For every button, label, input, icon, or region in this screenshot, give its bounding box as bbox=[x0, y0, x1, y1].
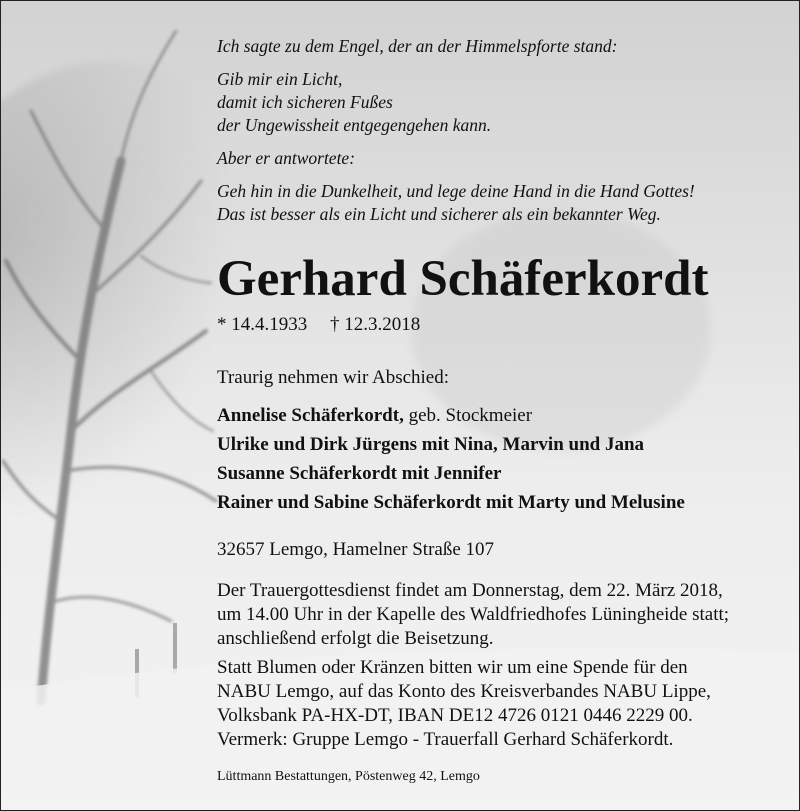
poem-line: der Ungewissheit entgegengehen kann. bbox=[217, 115, 492, 135]
poem bbox=[217, 35, 787, 226]
poem-line: Das ist besser als ein Licht und sicherer als ein bekannter Weg. bbox=[217, 204, 661, 224]
poem-line: damit ich sicheren Fußes bbox=[217, 92, 393, 112]
undertaker-info: Lüttmann Bestattungen, Pöstenweg 42, Lemgo bbox=[217, 769, 480, 784]
poem-line: Geh hin in die Dunkelheit, und lege deine Hand in die Hand Gottes! bbox=[217, 181, 695, 201]
deceased-name: Gerhard Schäferkordt bbox=[217, 251, 709, 307]
notice-content bbox=[1, 1, 799, 810]
family-member-name: Ulrike und Dirk Jürgens mit Nina, Marvin und Jana bbox=[217, 434, 645, 455]
funeral-line: um 14.00 Uhr in der Kapelle des Waldfriedhofes Lüningheide statt; bbox=[217, 604, 730, 625]
funeral-info bbox=[217, 579, 772, 651]
funeral-line: Der Trauergottesdienst findet am Donnerstag, dem 22. März 2018, bbox=[217, 580, 723, 601]
birth-date: * 14.4.1933 bbox=[217, 314, 308, 335]
farewell-line: Traurig nehmen wir Abschied: bbox=[217, 367, 450, 388]
family-member-row bbox=[217, 401, 685, 430]
death-date: † 12.3.2018 bbox=[330, 314, 421, 335]
poem-line: Gib mir ein Licht, bbox=[217, 69, 343, 89]
family-address: 32657 Lemgo, Hamelner Straße 107 bbox=[217, 539, 495, 560]
family-member-name: Rainer und Sabine Schäferkordt mit Marty und Melusine bbox=[217, 492, 685, 513]
life-dates bbox=[217, 313, 420, 337]
family-member-row bbox=[217, 430, 685, 459]
donation-line: NABU Lemgo, auf das Konto des Kreisverbandes NABU Lippe, bbox=[217, 681, 711, 702]
poem-line: Aber er antwortete: bbox=[217, 148, 356, 168]
family-list bbox=[217, 401, 685, 517]
funeral-line: anschließend erfolgt die Beisetzung. bbox=[217, 628, 494, 649]
donation-line: Statt Blumen oder Kränzen bitten wir um eine Spende für den bbox=[217, 657, 688, 678]
family-member-row bbox=[217, 488, 685, 517]
poem-line: Ich sagte zu dem Engel, der an der Himmelspforte stand: bbox=[217, 36, 618, 56]
family-member-name: Annelise Schäferkordt, bbox=[217, 405, 404, 426]
donation-line: Vermerk: Gruppe Lemgo - Trauerfall Gerhard Schäferkordt. bbox=[217, 729, 674, 750]
family-member-name: Susanne Schäferkordt mit Jennifer bbox=[217, 463, 502, 484]
donation-line: Volksbank PA-HX-DT, IBAN DE12 4726 0121 0446 2229 00. bbox=[217, 705, 693, 726]
maiden-name: geb. Stockmeier bbox=[403, 405, 533, 426]
donation-info bbox=[217, 656, 772, 752]
family-member-row bbox=[217, 459, 685, 488]
